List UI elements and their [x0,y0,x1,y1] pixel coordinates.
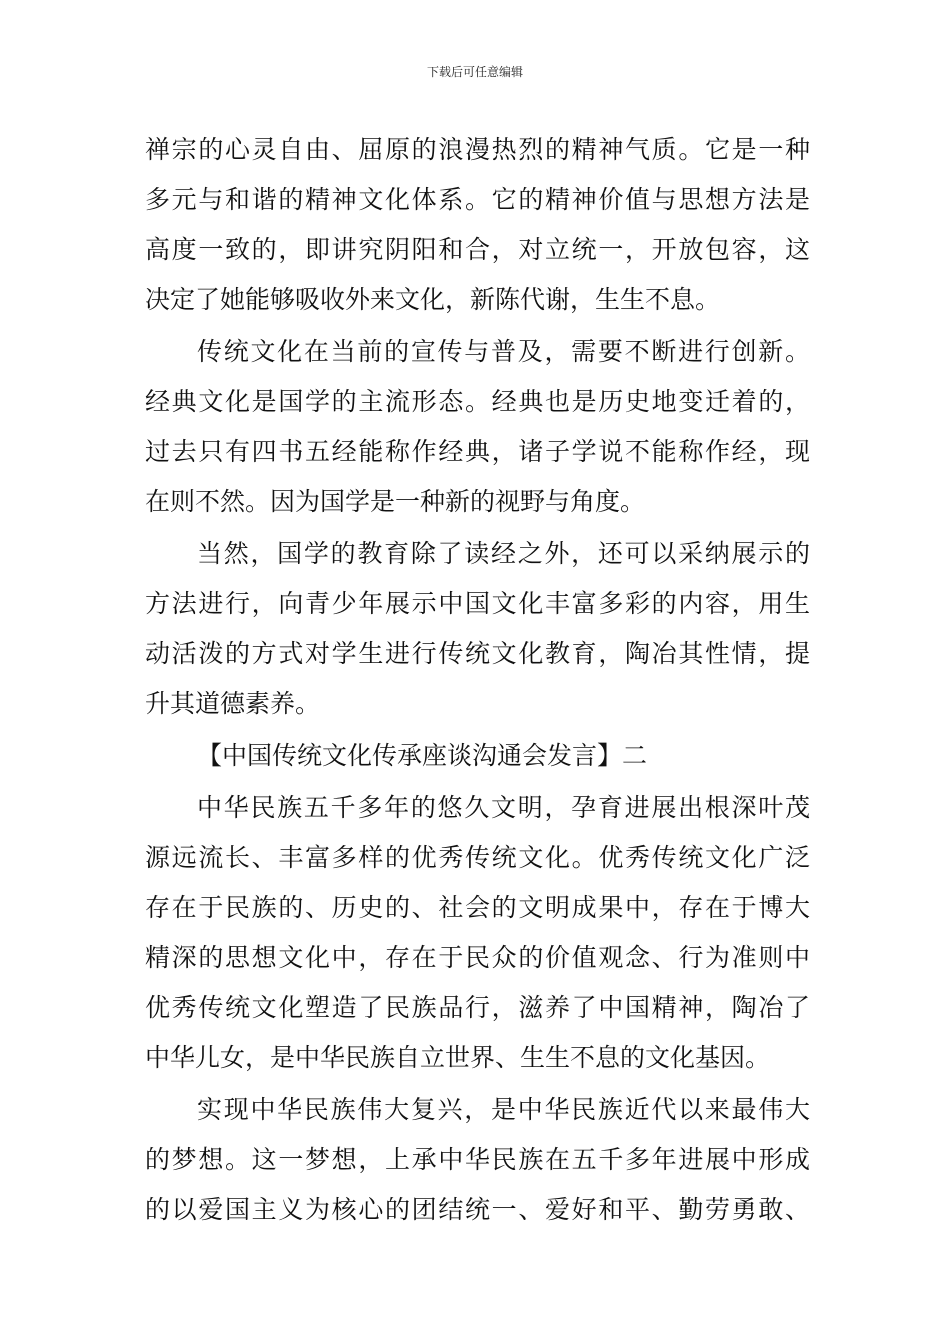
text-line: 存在于民族的、历史的、社会的文明成果中，存在于博大 [145,893,810,922]
text-line: 禅宗的心灵自由、屈原的浪漫热烈的精神气质。它是一种 [145,135,810,164]
text-line: 精深的思想文化中，存在于民众的价值观念、行为准则中 [145,943,810,972]
paragraph-first-line: 当然，国学的教育除了读经之外，还可以采纳展示的 [197,539,810,568]
text-line: 的梦想。这一梦想，上承中华民族在五千多年进展中形成 [145,1145,810,1174]
paragraph-first-line: 实现中华民族伟大复兴，是中华民族近代以来最伟大 [197,1095,810,1124]
text-line: 的以爱国主义为核心的团结统一、爱好和平、勤劳勇敢、 [145,1195,810,1224]
page-header: 下载后可任意编辑 [426,65,523,79]
section-heading: 【中国传统文化传承座谈沟通会发言】二 [197,741,648,770]
text-line: 经典文化是国学的主流形态。经典也是历史地变迁着的， [145,387,810,416]
text-line: 在则不然。因为国学是一种新的视野与角度。 [145,487,646,516]
text-line: 升其道德素养。 [145,689,321,718]
paragraph-first-line: 中华民族五千多年的悠久文明，孕育进展出根深叶茂 [197,793,810,822]
text-line: 动活泼的方式对学生进行传统文化教育，陶冶其性情，提 [145,639,810,668]
text-line: 过去只有四书五经能称作经典，诸子学说不能称作经，现 [145,437,810,466]
text-line: 中华儿女，是中华民族自立世界、生生不息的文化基因。 [145,1043,771,1072]
text-line: 优秀传统文化塑造了民族品行，滋养了中国精神，陶冶了 [145,993,810,1022]
text-line: 方法进行，向青少年展示中国文化丰富多彩的内容，用生 [145,589,810,618]
text-line: 多元与和谐的精神文化体系。它的精神价值与思想方法是 [145,185,810,214]
text-line: 源远流长、丰富多样的优秀传统文化。优秀传统文化广泛 [145,843,810,872]
text-line: 高度一致的，即讲究阴阳和合，对立统一，开放包容，这 [145,235,810,264]
paragraph-first-line: 传统文化在当前的宣传与普及，需要不断进行创新。 [197,337,810,366]
text-line: 决定了她能够吸收外来文化，新陈代谢，生生不息。 [145,285,721,314]
